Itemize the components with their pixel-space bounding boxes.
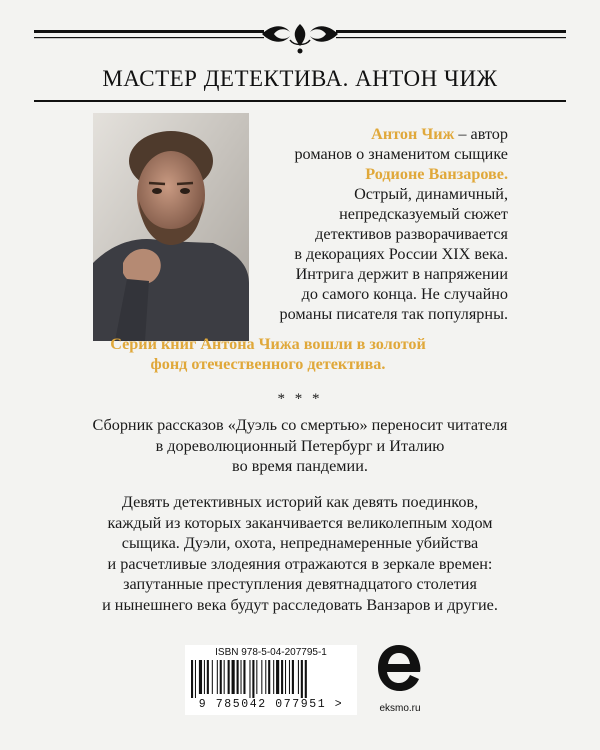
barcode-bar — [243, 660, 245, 694]
bio-line-7: в декорациях России XIX века. — [294, 245, 508, 263]
barcode-bar — [224, 660, 225, 694]
bio-line-9: до самого конца. Не случайно — [301, 285, 508, 303]
bio-line-4: Острый, динамичный, — [354, 185, 508, 203]
barcode-bar — [237, 660, 239, 694]
barcode-bar — [207, 660, 209, 694]
barcode-bar — [273, 660, 274, 694]
paragraph-2-line-5: запутанные преступления девятнадцатого столетия — [123, 575, 477, 593]
series-highlight-line-2: фонд отечественного детектива. — [150, 355, 386, 373]
header-ornament-icon — [0, 20, 600, 66]
author-photo — [93, 113, 249, 341]
author-name: Антон Чиж — [371, 125, 455, 143]
barcode-bar — [276, 660, 279, 694]
barcode-bar — [195, 660, 196, 698]
barcode-bar — [241, 660, 242, 694]
series-highlight-line-1: Серии книг Антона Чижа вошли в золотой — [110, 335, 426, 353]
annotation-paragraph-2 — [60, 492, 540, 615]
bio-line-10: романы писателя так популярны. — [279, 305, 508, 323]
bio-line-1-rest: – автор — [454, 125, 508, 143]
author-portrait-image — [93, 113, 249, 341]
paragraph-2-line-1: Девять детективных историй как девять поединков, — [121, 493, 479, 511]
paragraph-2-line-2: каждый из которых заканчивается великолепным ходом — [107, 513, 493, 532]
isbn-number: ISBN 978-5-04-207795-1 — [215, 647, 327, 658]
barcode-bar — [301, 660, 303, 698]
barcode-bar — [261, 660, 262, 694]
barcode-bar — [191, 660, 193, 698]
detective-name: Родионе Ванзарове. — [365, 165, 508, 183]
barcode-bar — [212, 660, 213, 694]
bio-line-6: детективов разворачивается — [315, 225, 508, 243]
barcode-bar — [228, 660, 230, 694]
barcode-bar — [265, 660, 266, 694]
paragraph-2-line-3: сыщика. Дуэли, охота, непреднамеренные убийства — [121, 534, 479, 552]
barcode-bar — [232, 660, 235, 694]
isbn-barcode — [185, 645, 357, 715]
barcode-bar — [249, 660, 250, 698]
paragraph-2-line-4: и расчетливые злодеяния отражаются в зеркале времен: — [107, 554, 493, 573]
barcode-bar — [252, 660, 254, 698]
bio-line-8: Интрига держит в напряжении — [295, 265, 508, 283]
author-bio — [248, 124, 508, 324]
section-separator: * * * — [277, 391, 323, 407]
barcode-bar — [204, 660, 205, 694]
barcode-bar — [289, 660, 290, 694]
barcode-icon — [191, 660, 351, 698]
header-divider — [34, 100, 566, 102]
eksmo-logo-icon — [376, 643, 422, 693]
paragraph-1-line-2: в дореволюционный Петербург и Италию — [155, 436, 445, 455]
barcode-bar — [199, 660, 202, 694]
barcode-bar — [285, 660, 286, 694]
bio-line-1 — [248, 124, 508, 144]
series-highlight — [88, 334, 448, 374]
annotation-paragraph-1 — [60, 415, 540, 477]
bio-line-2: романов о знаменитом сыщике — [294, 145, 508, 163]
series-title: МАСТЕР ДЕТЕКТИВА. АНТОН ЧИЖ — [102, 66, 498, 91]
publisher-site: eksmo.ru — [379, 703, 421, 714]
barcode-bar — [281, 660, 283, 694]
barcode-bar — [305, 660, 307, 698]
bio-line-5: непредсказуемый сюжет — [339, 205, 508, 223]
barcode-bar — [256, 660, 257, 694]
barcode-bar — [292, 660, 294, 694]
paragraph-2-line-6: и нынешнего века будут расследовать Ванзаров и другие. — [102, 595, 498, 614]
barcode-bar — [298, 660, 299, 694]
barcode-bar — [217, 660, 218, 694]
barcode-digits: 9 785042 077951 > — [198, 698, 344, 711]
barcode-bar — [268, 660, 270, 694]
paragraph-1-line-3: во время пандемии. — [232, 457, 368, 475]
barcode-bar — [220, 660, 222, 694]
paragraph-1-line-1: Сборник рассказов «Дуэль со смертью» переносит читателя — [92, 416, 508, 434]
